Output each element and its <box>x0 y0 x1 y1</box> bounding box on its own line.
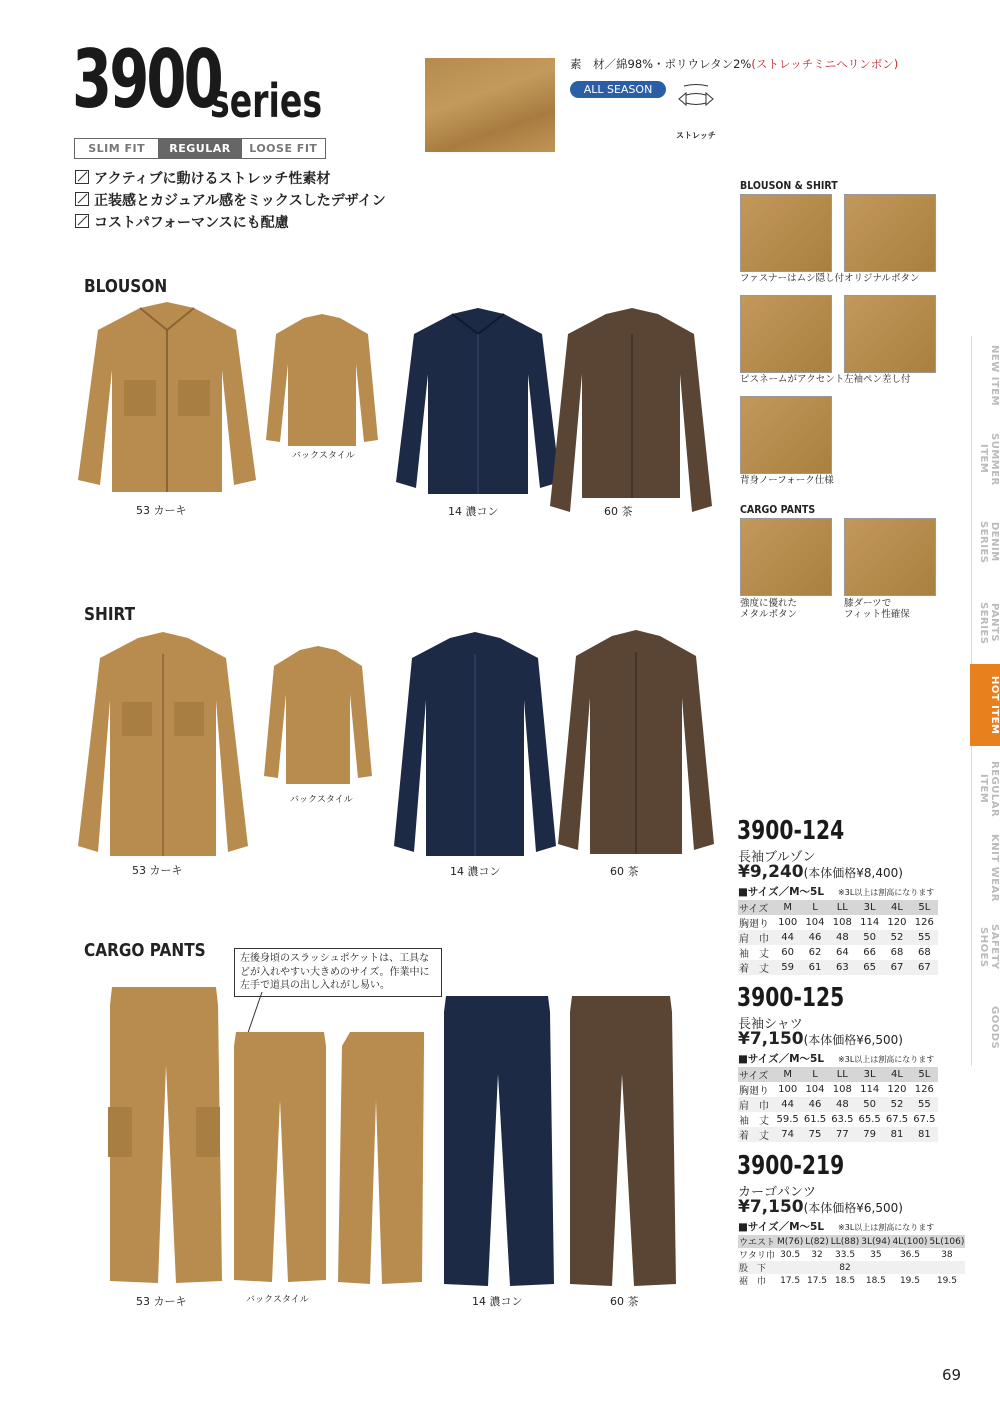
caption-brown: 60 茶 <box>610 1295 639 1308</box>
size-table <box>738 900 938 975</box>
size-table-cell: L <box>801 1067 828 1082</box>
stretch-label: ストレッチ <box>676 131 716 140</box>
size-table-cell: 67 <box>883 960 910 975</box>
checkbox-icon <box>75 170 89 184</box>
size-table-cell: 63 <box>829 960 856 975</box>
product-price: ¥7,150(本体価格¥6,500) <box>738 1197 903 1217</box>
size-table-cell: 袖 丈 <box>739 1116 769 1127</box>
tab-hot-item[interactable]: HOT ITEM <box>970 664 1000 746</box>
size-table-row <box>738 1097 938 1112</box>
size-table-cell: 33.5 <box>835 1249 856 1260</box>
size-table-cell: 3L <box>856 1067 883 1082</box>
size-table-cell: 3L <box>856 900 883 915</box>
size-table-cell: 4L <box>883 1067 910 1082</box>
cargo-side-image <box>336 1030 428 1286</box>
size-table-cell: 79 <box>856 1127 883 1142</box>
size-table-cell: 50 <box>856 1097 883 1112</box>
feature-item: 正装感とカジュアル感をミックスしたデザイン <box>75 190 386 210</box>
tab-pants-series[interactable]: PANTS SERIES <box>971 582 1000 664</box>
caption-khaki: 53 カーキ <box>136 1295 187 1308</box>
size-table-row <box>738 960 938 975</box>
size-table-row <box>738 930 938 945</box>
shirt-back-image <box>262 644 374 790</box>
detail-metal-button-image <box>740 518 832 596</box>
caption-back-style: バックスタイル <box>290 795 353 805</box>
blouson-brown-image <box>548 306 714 518</box>
shirt-navy-image <box>392 630 558 860</box>
size-table-cell: M(76) <box>777 1236 804 1247</box>
size-table-cell: 3L(94) <box>861 1236 891 1247</box>
product-price: ¥9,240(本体価格¥8,400) <box>738 862 903 882</box>
detail-caption: 背身ノーフォーク仕様 <box>740 475 834 486</box>
size-table-cell: 48 <box>829 1097 856 1112</box>
size-table-cell: 82 <box>830 1261 861 1274</box>
size-table-cell <box>776 1261 804 1274</box>
caption-navy: 14 濃コン <box>448 505 499 518</box>
size-table-cell: 35 <box>870 1249 882 1260</box>
size-table-row <box>738 1261 965 1274</box>
series-number: 3900 <box>72 33 221 126</box>
tab-summer-item[interactable]: SUMMER ITEM <box>971 416 1000 502</box>
size-table-cell: ワタリ巾 <box>739 1251 775 1261</box>
size-table-cell: 5L <box>911 1067 938 1082</box>
size-table-cell: 52 <box>883 1097 910 1112</box>
size-table-cell: LL <box>829 900 856 915</box>
size-table-cell: サイズ <box>738 900 774 915</box>
size-table-cell: 81 <box>883 1127 910 1142</box>
size-table-cell: 4L <box>883 900 910 915</box>
material-info: 素 材／綿98%・ポリウレタン2%(ストレッチミニヘリンボン) <box>570 57 899 71</box>
size-table-cell: 36.5 <box>899 1249 920 1260</box>
size-table-cell: M <box>774 900 801 915</box>
size-table-cell: 108 <box>832 1084 852 1095</box>
tab-new-item[interactable]: NEW ITEM <box>971 336 1000 416</box>
stretch-icon <box>676 82 716 116</box>
size-table-cell: 44 <box>774 1097 801 1112</box>
size-table-cell: L(82) <box>805 1236 829 1247</box>
size-table-cell: 100 <box>778 917 798 928</box>
cargo-brown-image <box>566 994 678 1288</box>
size-table-cell: 59.5 <box>776 1114 799 1125</box>
size-table-cell: 68 <box>917 947 931 958</box>
size-table-cell: 114 <box>860 917 880 928</box>
detail-back-norfolk-image <box>740 396 832 474</box>
size-table-cell: 63.5 <box>831 1114 854 1125</box>
size-table-cell: サイズ <box>738 1067 774 1082</box>
size-table-cell: 胸廻り <box>739 1086 769 1097</box>
size-table-cell: 5L(106) <box>929 1236 965 1247</box>
size-range: ■サイズ／M〜5L ※3L以上は割高になります <box>738 1053 935 1065</box>
series-word: series <box>210 74 323 128</box>
caption-back-style: バックスタイル <box>292 451 355 461</box>
caption-khaki: 53 カーキ <box>136 504 187 517</box>
season-badge: ALL SEASON <box>570 81 666 98</box>
size-table-header <box>738 900 938 915</box>
tab-goods[interactable]: GOODS <box>971 990 1000 1066</box>
size-table-cell: 74 <box>774 1127 801 1142</box>
size-table-cell: 61.5 <box>803 1114 827 1125</box>
size-table-cell: 48 <box>829 930 856 945</box>
size-table-row <box>738 1112 938 1127</box>
size-table-cell: 81 <box>911 1127 938 1142</box>
size-table-cell: 18.5 <box>865 1275 886 1286</box>
size-table-cell: 100 <box>778 1084 798 1095</box>
size-table-cell: 30.5 <box>780 1249 801 1260</box>
size-table-row <box>738 1127 938 1142</box>
size-table-cell: 肩 巾 <box>738 930 774 945</box>
size-table-cell: 46 <box>801 930 828 945</box>
size-table-cell: 66 <box>863 947 877 958</box>
size-table-row <box>738 1274 965 1287</box>
size-table-cell: 108 <box>832 917 852 928</box>
size-table-cell: 38 <box>941 1249 953 1260</box>
size-table-cell: 104 <box>805 917 825 928</box>
size-table-header <box>738 1235 965 1248</box>
detail-pen-pocket-image <box>844 295 936 373</box>
size-table-header <box>738 1067 938 1082</box>
product-name: 長袖ブルゾン <box>738 850 816 865</box>
size-table-cell: 着 丈 <box>738 1127 774 1142</box>
size-table-row <box>738 915 938 930</box>
fit-slim: SLIM FIT <box>88 142 146 155</box>
size-table-cell: 77 <box>829 1127 856 1142</box>
cargo-khaki-image <box>104 985 226 1287</box>
detail-title-cargo: CARGO PANTS <box>740 504 816 516</box>
size-table-cell: 55 <box>911 1097 938 1112</box>
size-range: ■サイズ／M〜5L ※3L以上は割高になります <box>738 1221 935 1233</box>
size-table-cell: 65.5 <box>858 1114 881 1125</box>
size-table-cell: 67.5 <box>885 1114 909 1125</box>
product-code: 3900-124 <box>737 816 845 846</box>
size-table-cell: 59 <box>774 960 801 975</box>
size-table-cell: L <box>801 900 828 915</box>
fabric-swatch <box>425 58 555 152</box>
size-table-cell: 126 <box>914 917 934 928</box>
size-table-cell: 着 丈 <box>738 960 774 975</box>
size-table-cell: 18.5 <box>835 1275 856 1286</box>
section-blouson: BLOUSON <box>84 276 168 297</box>
tab-knit-wear[interactable]: KNIT WEAR <box>971 832 1000 904</box>
size-table-row <box>738 1248 965 1261</box>
fit-regular: REGULAR FIT <box>158 139 241 158</box>
blouson-back-image <box>264 312 380 452</box>
cargo-back-image <box>232 1030 328 1284</box>
product-code: 3900-125 <box>737 983 845 1013</box>
detail-caption: オリジナルボタン <box>844 273 920 284</box>
caption-brown: 60 茶 <box>604 505 633 518</box>
size-table-cell: 19.5 <box>936 1275 957 1286</box>
size-table-cell: 52 <box>883 930 910 945</box>
shirt-khaki-image <box>76 630 250 860</box>
checkbox-icon <box>75 214 89 228</box>
blouson-navy-image <box>394 306 562 502</box>
detail-caption: ファスナーはムシ隠し付 <box>740 273 845 284</box>
size-table-cell: 114 <box>860 1084 880 1095</box>
size-table-cell: 袖 丈 <box>739 949 769 960</box>
section-cargo-pants: CARGO PANTS <box>84 940 206 961</box>
size-table-cell: 裾 巾 <box>739 1277 767 1287</box>
page-number: 69 <box>942 1366 962 1384</box>
product-price: ¥7,150(本体価格¥6,500) <box>738 1029 903 1049</box>
size-table-cell <box>804 1261 830 1274</box>
fit-selector <box>74 138 326 174</box>
size-table-cell: 60 <box>781 947 795 958</box>
size-table-cell: 股 下 <box>738 1261 776 1274</box>
product-name: 長袖シャツ <box>738 1017 803 1032</box>
size-table-cell <box>928 1261 965 1274</box>
size-table-cell: 46 <box>801 1097 828 1112</box>
size-table-cell: 120 <box>887 1084 907 1095</box>
feature-item: アクティブに動けるストレッチ性素材 <box>75 168 330 188</box>
size-table-cell: 肩 巾 <box>738 1097 774 1112</box>
product-name: カーゴパンツ <box>738 1185 817 1200</box>
detail-caption: 左袖ペン差し付 <box>844 374 911 385</box>
shirt-brown-image <box>556 628 716 858</box>
caption-navy: 14 濃コン <box>472 1295 523 1308</box>
detail-title-blouson-shirt: BLOUSON & SHIRT <box>740 180 838 192</box>
size-table-cell: 67 <box>911 960 938 975</box>
size-table-cell: 19.5 <box>899 1275 920 1286</box>
size-table-cell: 64 <box>835 947 849 958</box>
size-table-cell: 68 <box>890 947 904 958</box>
checkbox-icon <box>75 192 89 206</box>
size-table-cell: 44 <box>774 930 801 945</box>
caption-brown: 60 茶 <box>610 865 639 878</box>
size-table-cell: M <box>774 1067 801 1082</box>
size-table-cell: 32 <box>811 1249 823 1260</box>
size-table <box>738 1235 965 1287</box>
callout-note: 左後身頃のスラッシュポケットは、工具などが入れやすい大きめのサイズ。作業中に左手で道具の出し入れがし易い。 <box>234 948 442 997</box>
size-table-cell: 55 <box>911 930 938 945</box>
size-table-cell: 胸廻り <box>739 919 769 930</box>
blouson-khaki-image <box>76 300 258 500</box>
size-table-row <box>738 1082 938 1097</box>
size-table-cell: 75 <box>801 1127 828 1142</box>
size-table-cell: 4L(100) <box>892 1236 928 1247</box>
size-table-cell: LL(88) <box>830 1236 860 1247</box>
size-table <box>738 1067 938 1142</box>
tab-safety-shoes[interactable]: SAFETY SHOES <box>971 904 1000 990</box>
cargo-navy-image <box>440 994 556 1288</box>
detail-knee-dart-image <box>844 518 936 596</box>
size-table-cell: 17.5 <box>780 1275 801 1286</box>
size-table-cell: 17.5 <box>806 1275 828 1286</box>
size-table-cell: 5L <box>911 900 938 915</box>
tab-denim-series[interactable]: DENIM SERIES <box>971 502 1000 582</box>
section-shirt: SHIRT <box>84 604 136 625</box>
size-table-cell: 62 <box>808 947 822 958</box>
detail-caption: 強度に優れた メタルボタン <box>740 598 798 621</box>
size-table-cell: LL <box>829 1067 856 1082</box>
caption-back-style: バックスタイル <box>246 1295 309 1305</box>
detail-tag-image <box>740 295 832 373</box>
size-table-cell: 61 <box>801 960 828 975</box>
size-range: ■サイズ／M〜5L ※3L以上は割高になります <box>738 886 935 898</box>
size-table-cell: 126 <box>914 1084 934 1095</box>
fit-loose: LOOSE FIT <box>249 142 318 155</box>
size-table-cell: 104 <box>805 1084 825 1095</box>
size-table-cell: 120 <box>887 917 907 928</box>
feature-item: コストパフォーマンスにも配慮 <box>75 212 289 232</box>
size-table-row <box>738 945 938 960</box>
caption-khaki: 53 カーキ <box>132 864 183 877</box>
size-table-cell: 67.5 <box>913 1114 936 1125</box>
detail-caption: 膝ダーツで フィット性確保 <box>844 598 910 621</box>
detail-button-image <box>844 194 936 272</box>
product-code: 3900-219 <box>737 1151 845 1181</box>
detail-zipper-image <box>740 194 832 272</box>
detail-caption: ピスネームがアクセント <box>740 374 845 385</box>
size-table-cell <box>892 1261 929 1274</box>
size-table-cell: 65 <box>856 960 883 975</box>
size-table-cell <box>860 1261 891 1274</box>
tab-regular-item[interactable]: REGULAR ITEM <box>971 746 1000 832</box>
size-table-cell: 50 <box>856 930 883 945</box>
size-table-cell: ウエスト <box>738 1235 776 1248</box>
caption-navy: 14 濃コン <box>450 865 501 878</box>
